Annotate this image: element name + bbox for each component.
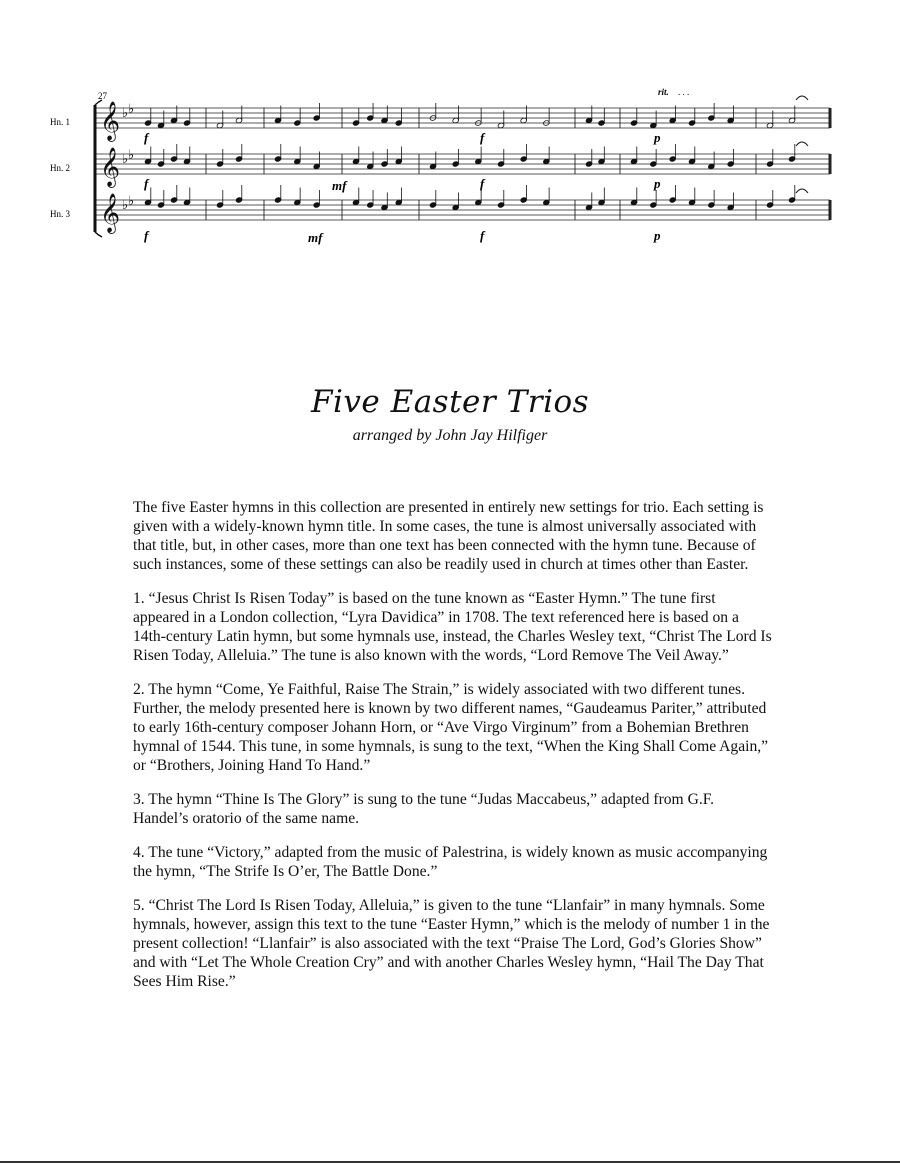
music-score [40,80,860,270]
svg-text:♭: ♭ [122,152,129,167]
arranger-credit: arranged by John Jay Hilfiger [352,427,548,444]
fermata-icon [796,96,808,193]
svg-text:𝄞: 𝄞 [100,147,121,187]
dynamics [144,130,661,245]
dynamic-mf: mf [308,230,323,245]
dynamic-f: f [480,130,485,145]
note-heads [144,103,795,211]
dynamic-f: f [144,130,149,145]
dynamic-p: p [654,176,661,191]
dynamic-f: f [144,228,149,243]
paragraph-hymn-3: 3. The hymn “Thine Is The Glory” is sung to the tune “Judas Maccabeus,” adapted from G.F. Handel’s oratorio of the same name. [133,791,715,827]
svg-text:♭: ♭ [122,198,129,213]
svg-text:♭: ♭ [128,148,135,163]
part-label-horn-2: Hn. 2 [50,163,70,173]
key-signature-flat-icon [122,102,134,213]
paragraph-hymn-5: 5. “Christ The Lord Is Risen Today, Alleluia,” is given to the tune “Llanfair” in many hymnals. Some hymnals, however, assign this text to the tune “Easter Hymn,” which is the melody of number 1 in the present collection! “Llanfair” is also associated with the text “Praise The Lord, God’s Glories Show” and with “Let The Whole Creation Cry” and with another Charles Wesley hymn, “Hail The Day That Sees Him Rise.” [133,897,770,990]
svg-text:♭: ♭ [122,106,129,121]
dynamic-p: p [654,130,661,145]
svg-text:𝄞: 𝄞 [100,193,121,233]
rit-marking: rit. [658,87,669,97]
staff-lines [95,108,830,220]
part-label-horn-3: Hn. 3 [50,209,70,219]
part-label-horn-1: Hn. 1 [50,117,70,127]
description-text [133,498,773,1006]
dynamic-mf: mf [332,178,347,193]
svg-text:. . .: . . . [678,87,690,97]
paragraph-hymn-2: 2. The hymn “Come, Ye Faithful, Raise The Strain,” is widely associated with two different tunes. Further, the melody presented here is known by two different names, “Gaudeamus Pariter,” attributed to early 16th-century composer Johann Horn, or “Ave Virgo Virginum” from a Bohemian Brethren hymnal of 1544. This tune, in some hymnals, is sung to the text, “When the King Shall Come Again,” or “Brothers, Joining Hand To Hand.” [133,681,769,774]
svg-text:𝄞: 𝄞 [100,101,121,141]
dynamic-f: f [480,228,485,243]
paragraph-intro: The five Easter hymns in this collection are presented in entirely new settings for trio. Each setting is given with a widely-known hymn title. In some cases, the tune is almost universally associated with that title, but, in other cases, more than one text has been connected with the hymn tune. Because of such instances, some of these settings can also be readily used in church at times other than Easter. [133,499,764,573]
page-title: Five Easter Trios [310,384,590,420]
page-bottom-border [0,1161,900,1163]
measure-number: 27 [98,91,107,101]
svg-text:♭: ♭ [128,102,135,117]
paragraph-hymn-4: 4. The tune “Victory,” adapted from the music of Palestrina, is widely known as music accompanying the hymn, “The Strife Is O’er, The Battle Done.” [133,844,768,880]
treble-clef-icon [100,101,120,234]
dynamic-f: f [144,176,149,191]
paragraph-hymn-1: 1. “Jesus Christ Is Risen Today” is based on the tune known as “Easter Hymn.” The tune first appeared in a London collection, “Lyra Davidica” in 1708. The text referenced here is based on a 14th-century Latin hymn, but some hymnals use, instead, the Charles Wesley text, “Christ The Lord Is Risen Today, Alleluia.” The tune is also known with the words, “Lord Remove The Veil Away.” [133,590,772,664]
dynamic-p: p [654,228,661,243]
dynamic-f: f [480,176,485,191]
svg-text:♭: ♭ [128,194,135,209]
